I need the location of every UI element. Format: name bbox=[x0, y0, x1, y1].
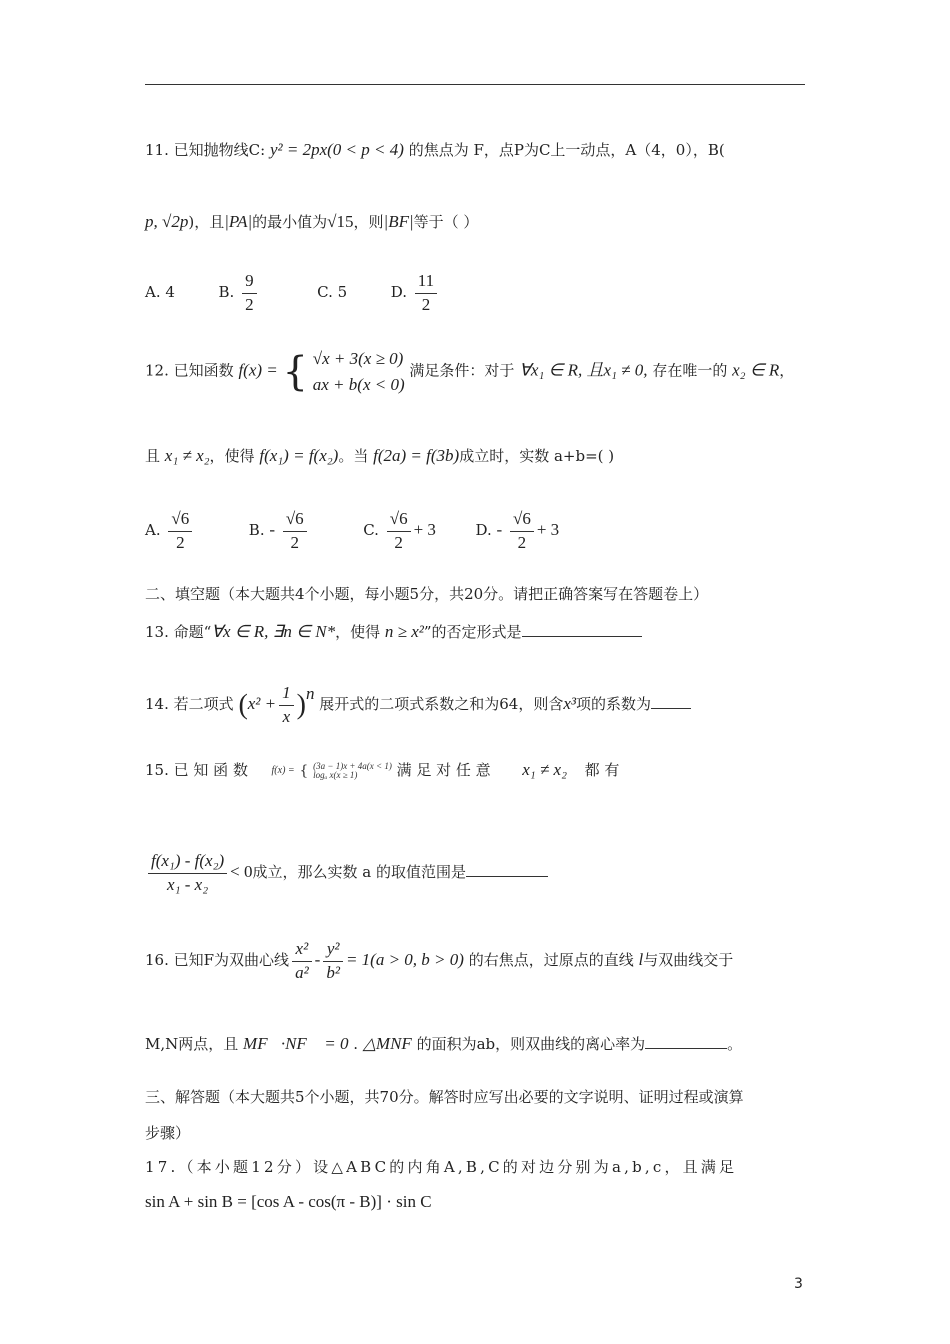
section2-heading: 二、填空题（本大题共4个小题，每小题5分，共20分。请把正确答案写在答题卷上） bbox=[145, 585, 709, 603]
q11-options bbox=[145, 272, 440, 314]
q12-text4: ， bbox=[779, 361, 795, 380]
q12-opt-b-label: B. bbox=[248, 521, 265, 540]
q15-answer-blank[interactable] bbox=[466, 876, 548, 877]
header-rule bbox=[145, 84, 805, 85]
q12-opt-a-frac: $\frac{√6}{2}$ bbox=[168, 510, 192, 552]
q15-label: 15. bbox=[145, 761, 169, 779]
q11-opt-d-label: D. bbox=[390, 283, 407, 302]
q14-answer-blank[interactable] bbox=[651, 708, 691, 709]
q14-frac: $\frac{1}{x}$ bbox=[279, 684, 294, 726]
q11-label: 11. bbox=[145, 141, 169, 159]
q14-label: 14. bbox=[145, 695, 169, 714]
q16-minus: - bbox=[314, 950, 321, 970]
q12-text2: 满足条件：对于 bbox=[409, 361, 515, 380]
q12-text1: 已知函数 bbox=[173, 361, 234, 380]
q12-l2-math2: f(x₁) = f(x₂) bbox=[259, 446, 339, 465]
q12-opt-d-sign: - bbox=[496, 520, 503, 540]
q12-fx: f(x) = bbox=[238, 360, 278, 380]
q12-opt-c-frac: $\frac{√6}{2}$ bbox=[387, 510, 411, 552]
q12-opt-c-label: C. bbox=[363, 521, 379, 540]
q11-text-tail: 的焦点为 F，点P为C上一动点，A（4，0），B( bbox=[408, 141, 725, 159]
q14-base: x² + bbox=[247, 694, 277, 714]
q14-text1: 若二项式 bbox=[173, 695, 234, 714]
q16-l2-text3: 的面积为ab，则双曲线的离心率为 bbox=[416, 1035, 646, 1053]
q11-opt-b-frac: $\frac{9}{2}$ bbox=[242, 272, 257, 314]
q12-l2-text3: 。当 bbox=[338, 447, 369, 465]
q16-text1: 已知F为双曲心线 bbox=[173, 951, 290, 970]
q11-line1 bbox=[145, 140, 725, 160]
q12-l2-text2: ，使得 bbox=[209, 447, 255, 465]
q13-label: 13. bbox=[145, 623, 169, 641]
q12-opt-d-tail: + 3 bbox=[536, 520, 560, 540]
q11-parabola-eq: y² = 2px(0 < p < 4) bbox=[269, 140, 404, 159]
q16-line-l: l bbox=[638, 950, 644, 970]
q13-answer-blank[interactable] bbox=[522, 636, 642, 637]
q11-pa: |PA| bbox=[224, 212, 253, 231]
q12-brace: { bbox=[282, 348, 308, 395]
q17-line1: 17.（本小题12分）设△ABC的内角A,B,C的对边分别为a,b,c，且满足 bbox=[145, 1158, 738, 1176]
q16-l2-math2: △MNF bbox=[362, 1034, 412, 1053]
q11-text5: 等于（ ） bbox=[413, 213, 479, 231]
q12-opt-b-frac: $\frac{√6}{2}$ bbox=[283, 510, 307, 552]
q11-text4: ，则 bbox=[353, 213, 384, 231]
q12-line2 bbox=[145, 446, 614, 466]
q15-math2: x₁ ≠ x₂ bbox=[522, 760, 567, 779]
q16-text3: 与双曲线交于 bbox=[643, 951, 734, 970]
q15-line1 bbox=[145, 760, 619, 780]
q14-paren-close: ) bbox=[296, 689, 306, 721]
q12-cond1: ∀x₁ ∈ R, 且x₁ ≠ 0, bbox=[519, 360, 648, 380]
q14-exp: n bbox=[305, 684, 315, 703]
q12-cases: √x + 3(x ≥ 0) ax + b(x < 0) bbox=[312, 349, 405, 394]
q16-frac-x: $\frac{\text{x²}}{\text{a²}}$ bbox=[292, 940, 312, 982]
q15-text1: 已 知 函 数 bbox=[173, 761, 248, 779]
q16-l2-text1: M,N两点，且 bbox=[145, 1035, 239, 1053]
q12-label: 12. bbox=[145, 361, 169, 380]
q11-text: 已知抛物线C: bbox=[173, 141, 266, 159]
q11-line2 bbox=[145, 212, 478, 232]
q16-l2-text4: 。 bbox=[727, 1035, 743, 1053]
q16-frac-y: $\frac{\text{y²}}{\text{b²}}$ bbox=[323, 940, 343, 982]
q15-frac: $\frac{\text{f(x₁) - f(x₂)}}{\text{x₁ - x₂}}$ bbox=[148, 852, 227, 894]
q12-opt-d-label: D. bbox=[475, 521, 492, 540]
q13-text1: 命题“ bbox=[173, 623, 212, 641]
section3-heading-line2: 步骤） bbox=[145, 1124, 191, 1142]
q14-paren-open: ( bbox=[238, 689, 248, 721]
q12-line1 bbox=[145, 346, 794, 397]
q11-text2: )，且 bbox=[188, 213, 225, 231]
q12-l2-text4: 成立时，实数 a+b=( ) bbox=[459, 447, 615, 465]
q11-text3: 的最小值为 bbox=[252, 213, 328, 231]
q16-l2-text2: . bbox=[353, 1035, 359, 1053]
q14-text2: 展开式的二项式系数之和为64，则含 bbox=[319, 695, 564, 714]
page-number: 3 bbox=[794, 1276, 803, 1292]
q16-eq: = 1(a > 0, b > 0) bbox=[345, 950, 464, 970]
section3-heading-line1: 三、解答题（本大题共5个小题，共70分。解答时应写出必要的文字说明、证明过程或演算 bbox=[145, 1088, 744, 1106]
q15-text3: 都 有 bbox=[584, 761, 620, 779]
q12-l2-math1: x₁ ≠ x₂ bbox=[164, 446, 210, 465]
q12-opt-c-tail: + 3 bbox=[413, 520, 436, 540]
q13-text3: ”的否定形式是 bbox=[423, 623, 522, 641]
q11-point-b: p, √2p bbox=[145, 212, 189, 231]
q13-math2: n ≥ x² bbox=[384, 622, 424, 641]
q12-cond2: x₂ ∈ R bbox=[732, 360, 780, 380]
q11-opt-c: C. 5 bbox=[317, 283, 348, 302]
q15-line2 bbox=[145, 852, 548, 894]
q12-opt-d-frac: $\frac{√6}{2}$ bbox=[510, 510, 534, 552]
q13-math1: ∀x ∈ R, ∃n ∈ N* bbox=[211, 622, 336, 641]
q11-opt-a: A. 4 bbox=[145, 283, 175, 302]
q12-text3: 存在唯一的 bbox=[652, 361, 728, 380]
q15-cases: (3a − 1)x + 4a(x < 1) logₐ x(x ≥ 1) bbox=[313, 761, 392, 780]
q16-text2: 的右焦点，过原点的直线 bbox=[468, 951, 634, 970]
q11-opt-b-label: B. bbox=[218, 283, 235, 302]
q14-math2: x³ bbox=[563, 694, 576, 714]
q11-bf: |BF| bbox=[383, 212, 414, 231]
q14-line bbox=[145, 684, 691, 726]
q15-brace: { bbox=[299, 763, 309, 779]
q12-opt-a-label: A. bbox=[145, 521, 161, 540]
q12-opt-b-sign: - bbox=[269, 520, 276, 540]
q11-sqrt15: √15 bbox=[327, 212, 354, 231]
q15-fx: f(x) = bbox=[271, 765, 295, 776]
q15-text4: 成立，那么实数 a 的取值范围是 bbox=[252, 863, 466, 882]
q15-ineq: < 0 bbox=[230, 862, 253, 882]
q13-text2: ，使得 bbox=[335, 623, 381, 641]
q16-label: 16. bbox=[145, 951, 169, 970]
q12-options bbox=[145, 510, 559, 552]
q12-l2-math3: f(2a) = f(3b) bbox=[373, 446, 460, 465]
q14-text3: 项的系数为 bbox=[576, 695, 652, 714]
q16-answer-blank[interactable] bbox=[645, 1048, 727, 1049]
q11-opt-d-frac: $\frac{11}{2}$ bbox=[415, 272, 437, 314]
q13-line bbox=[145, 622, 642, 642]
q16-l2-math1: MF⃗·NF⃗ = 0 bbox=[243, 1034, 349, 1053]
q16-line2 bbox=[145, 1034, 742, 1054]
q12-l2-text1: 且 bbox=[145, 447, 161, 465]
q15-text2: 满 足 对 任 意 bbox=[396, 761, 491, 779]
q17-equation: sin A + sin B = [cos A - cos(π - B)] · sin C bbox=[145, 1192, 432, 1211]
q16-line1 bbox=[145, 940, 733, 982]
